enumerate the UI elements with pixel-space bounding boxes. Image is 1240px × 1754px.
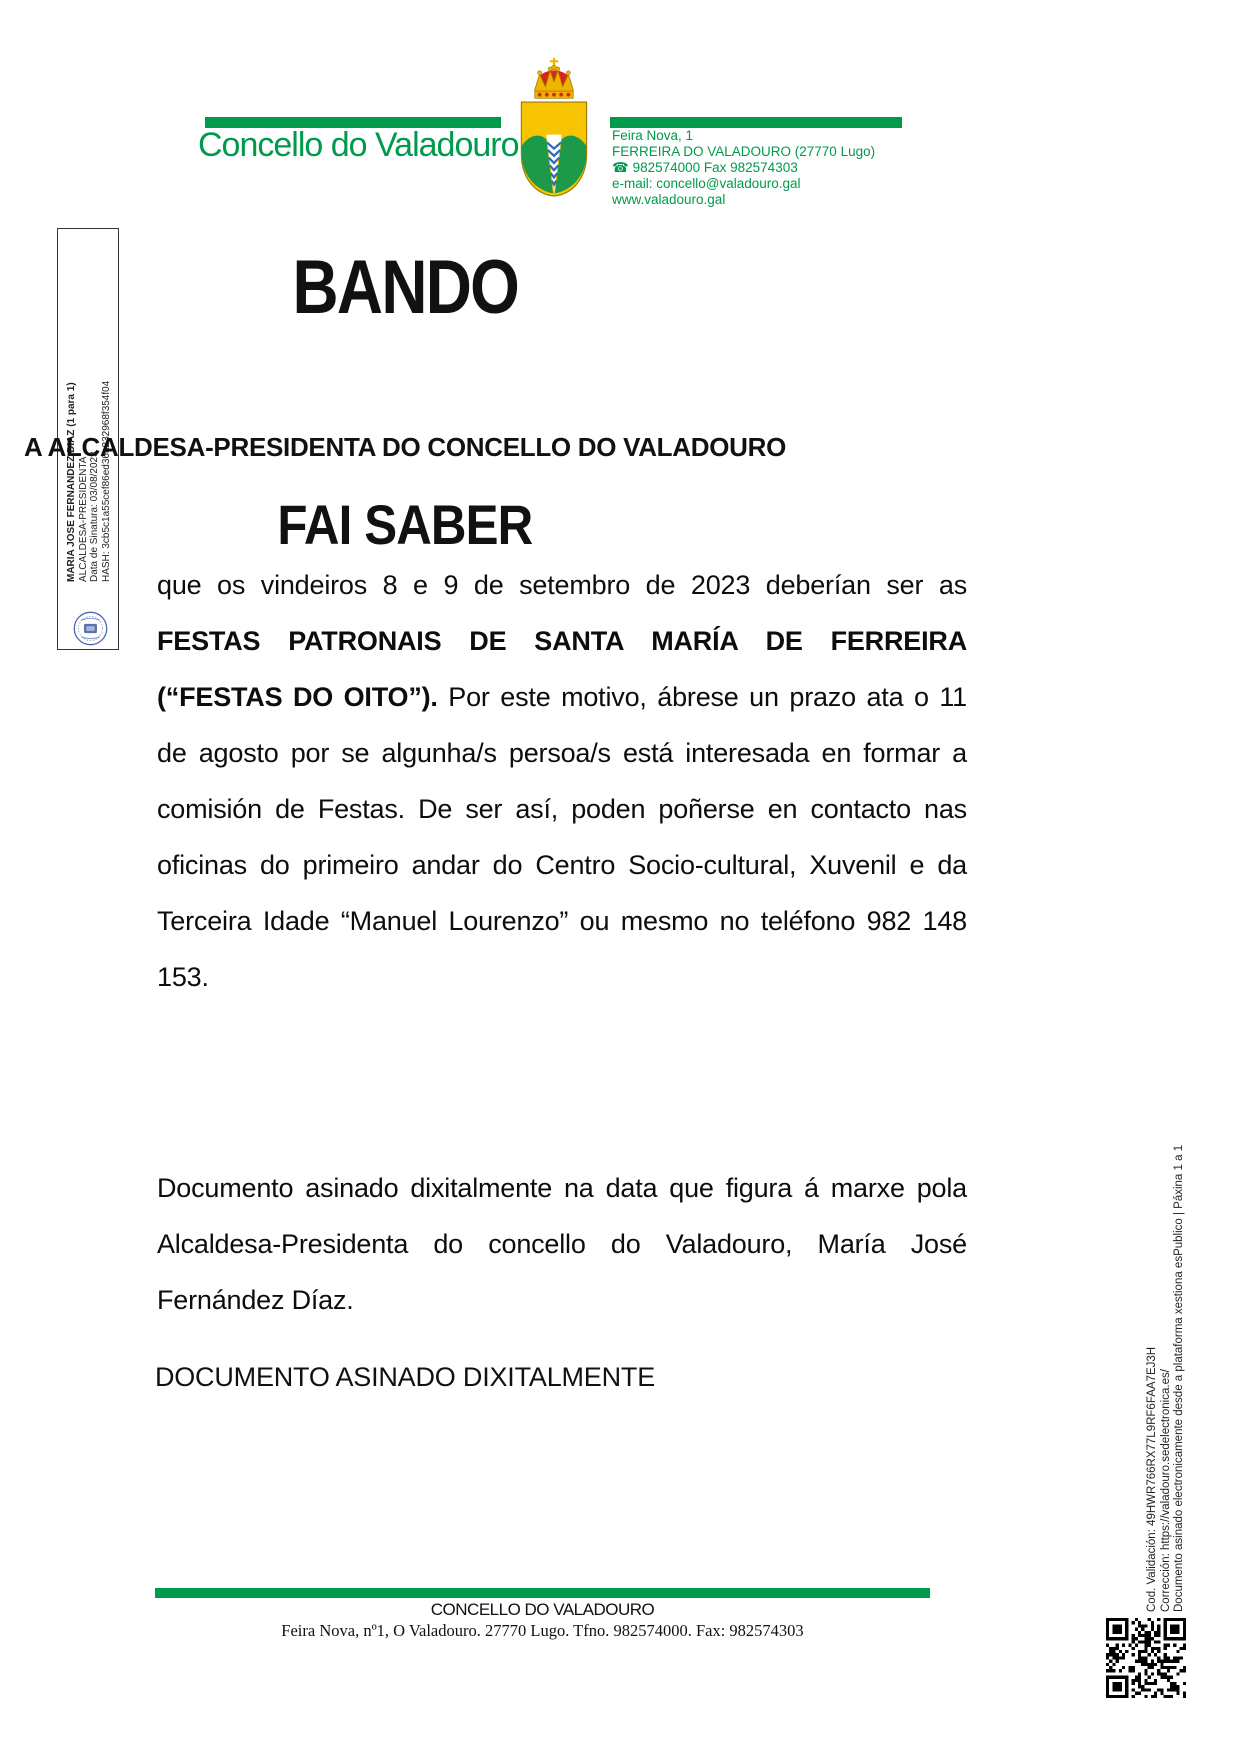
validation-code-line: Cod. Validación: 49HWR766RX77L9RF6FAA7EJ3H: [1146, 1346, 1158, 1612]
signature-hash: HASH: 3cb5c1a55cef86ed36a232968f354f04: [100, 380, 112, 582]
paragraph1-text-start: que os vindeiros 8 e 9 de setembro de 2023 deberían ser as: [157, 570, 967, 600]
contact-phone-line: ☎ 982574000 Fax 982574303: [612, 160, 798, 175]
validation-sidebar-text: [1146, 948, 1187, 1612]
footer-green-bar: [155, 1588, 930, 1598]
document-title: BANDO: [292, 245, 518, 330]
coat-of-arms: [506, 56, 602, 198]
header-right-green-bar: [610, 117, 902, 128]
announcement-paragraph: [157, 557, 967, 1005]
footer-address: Feira Nova, nº1, O Valadouro. 27770 Lugo. Tfno. 982574000. Fax: 982574303: [281, 1621, 804, 1640]
qr-code: [1106, 1618, 1186, 1698]
org-name: Concello do Valadouro: [198, 126, 519, 164]
contact-address-line1: Feira Nova, 1: [612, 128, 694, 143]
digital-signature-paragraph: Documento asinado dixitalmente na data que figura á marxe pola Alcaldesa-Presidenta do concello do Valadouro, María José Fernández Díaz.: [157, 1173, 967, 1315]
signature-stamp-icon: [72, 610, 109, 647]
paragraph1-text-end: Por este motivo, ábrese un prazo ata o 11 de agosto por se algunha/s persoa/s está interesada en formar a comisión de Festas. De ser así, poden poñerse en contacto nas oficinas do primeiro andar do Centro Socio-cultural, Xuvenil e da Terceira Idade “Manuel Lourenzo” ou mesmo no teléfono 982 148 153.: [157, 682, 967, 992]
footer-org-name: CONCELLO DO VALADOURO: [430, 1600, 655, 1619]
signer-name: MARIA JOSE FERNANDEZ DIAZ (1 para 1): [66, 382, 77, 582]
document-subtitle: A ALCALDESA-PRESIDENTA DO CONCELLO DO VALADOURO: [23, 432, 787, 462]
validation-url-line: Corrección: https://valadouro.sedelectronica.es/: [1159, 1369, 1172, 1612]
crest-shield: [521, 102, 586, 196]
contact-block: [612, 128, 875, 208]
contact-email-line: e-mail: concello@valadouro.gal: [612, 176, 801, 191]
validation-platform-line: Documento asinado electronicamente desde a plataforma xestiona esPublico | Páxina 1 a 1: [1173, 1144, 1185, 1612]
signer-role: ALCALDESA-PRESIDENTA: [77, 456, 89, 582]
contact-address-line2: FERREIRA DO VALADOURO (27770 Lugo): [612, 144, 876, 159]
crest-crown: [535, 58, 573, 98]
proclamation-heading: FAI SABER: [277, 493, 533, 556]
signature-date: Data de Sinatura: 03/08/2023: [89, 451, 100, 582]
signed-digitally-line: DOCUMENTO ASINADO DIXITALMENTE: [154, 1362, 656, 1392]
contact-web-line: www.valadouro.gal: [612, 192, 726, 207]
paragraph1-bold-festival-name: FESTAS PATRONAIS DE SANTA MARÍA DE FERREIRA (“FESTAS DO OITO”).: [157, 626, 967, 712]
